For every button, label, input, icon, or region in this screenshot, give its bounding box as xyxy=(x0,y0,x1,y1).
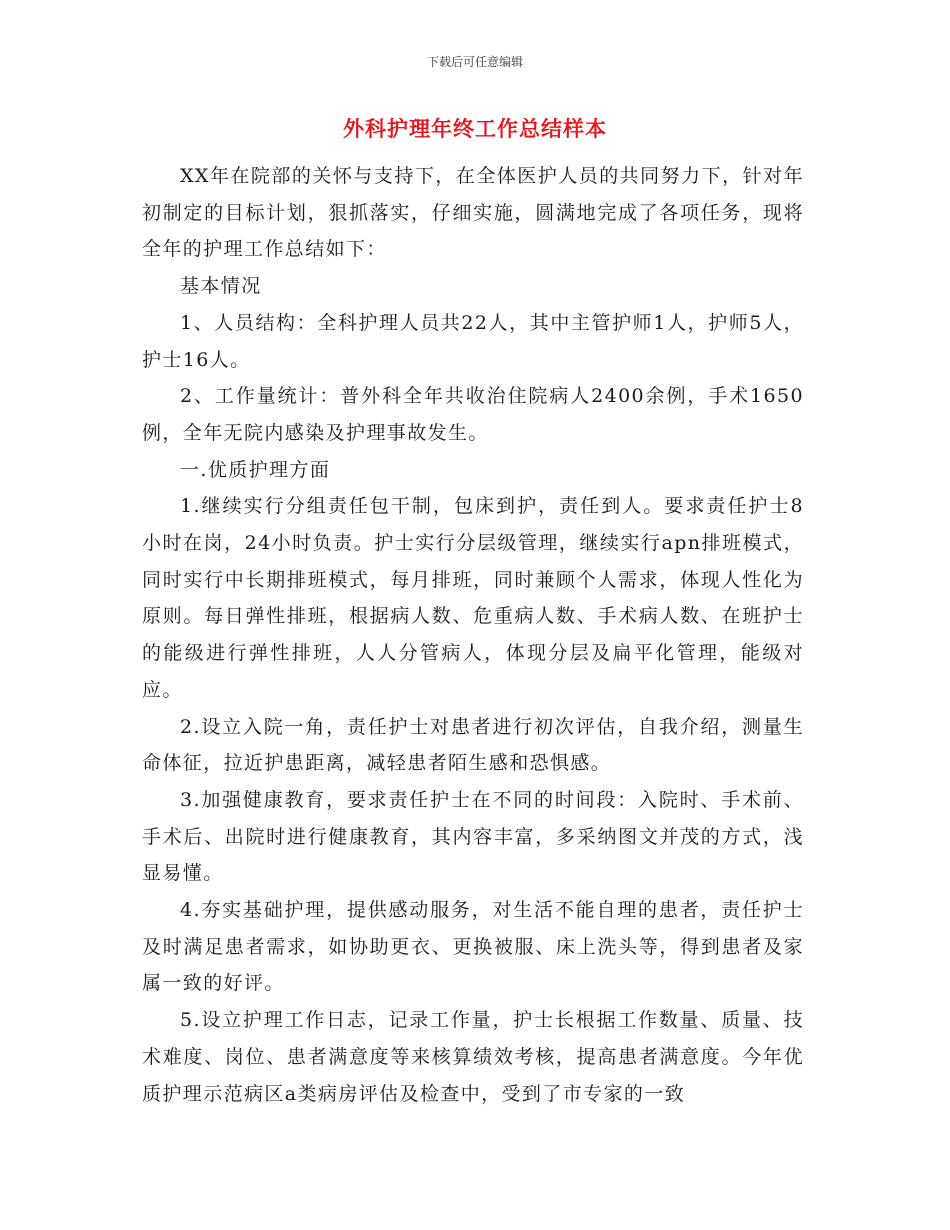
section-heading-quality-care: 一.优质护理方面 xyxy=(180,458,331,481)
document-body xyxy=(142,158,804,1112)
page-header-note: 下载后可任意编辑 xyxy=(426,55,523,69)
section-heading-basic: 基本情况 xyxy=(180,275,262,298)
paragraph-item-3: 3.加强健康教育，要求责任护士在不同的时间段：入院时、手术前、手术后、出院时进行健康教育，其内容丰富，多采纳图文并茂的方式，浅显易懂。 xyxy=(142,788,804,885)
paragraph-item-4: 4.夯实基础护理，提供感动服务，对生活不能自理的患者，责任护士及时满足患者需求，如协助更衣、更换被服、床上洗头等，得到患者及家属一致的好评。 xyxy=(142,899,804,995)
intro-paragraph: XX年在院部的关怀与支持下，在全体医护人员的共同努力下，针对年初制定的目标计划，狠抓落实，仔细实施，圆满地完成了各项任务，现将全年的护理工作总结如下： xyxy=(142,165,804,261)
paragraph-item-1: 1.继续实行分组责任包干制，包床到护，责任到人。要求责任护士8小时在岗，24小时负责。护士实行分层级管理，继续实行apn排班模式，同时实行中长期排班模式，每月排班，同时兼顾个人需求，体现人性化为原则。每日弹性排班，根据病人数、危重病人数、手术病人数、在班护士的能级进行弹性排班，人人分管病人，体现分层及扁平化管理，能级对应。 xyxy=(142,495,804,701)
paragraph-item-2: 2.设立入院一角，责任护士对患者进行初次评估，自我介绍，测量生命体征，拉近护患距离，减轻患者陌生感和恐惧感。 xyxy=(142,715,804,775)
paragraph-staff-structure: 1、人员结构：全科护理人员共22人，其中主管护师1人，护师5人，护士16人。 xyxy=(142,311,804,371)
paragraph-item-5: 5.设立护理工作日志，记录工作量，护士长根据工作数量、质量、技术难度、岗位、患者满意度等来核算绩效考核，提高患者满意度。今年优质护理示范病区a类病房评估及检查中，受到了市专家的一致 xyxy=(142,1009,804,1105)
document-title: 外科护理年终工作总结样本 xyxy=(343,117,607,141)
paragraph-workload: 2、工作量统计：普外科全年共收治住院病人2400余例，手术1650例，全年无院内感染及护理事故发生。 xyxy=(142,385,804,444)
